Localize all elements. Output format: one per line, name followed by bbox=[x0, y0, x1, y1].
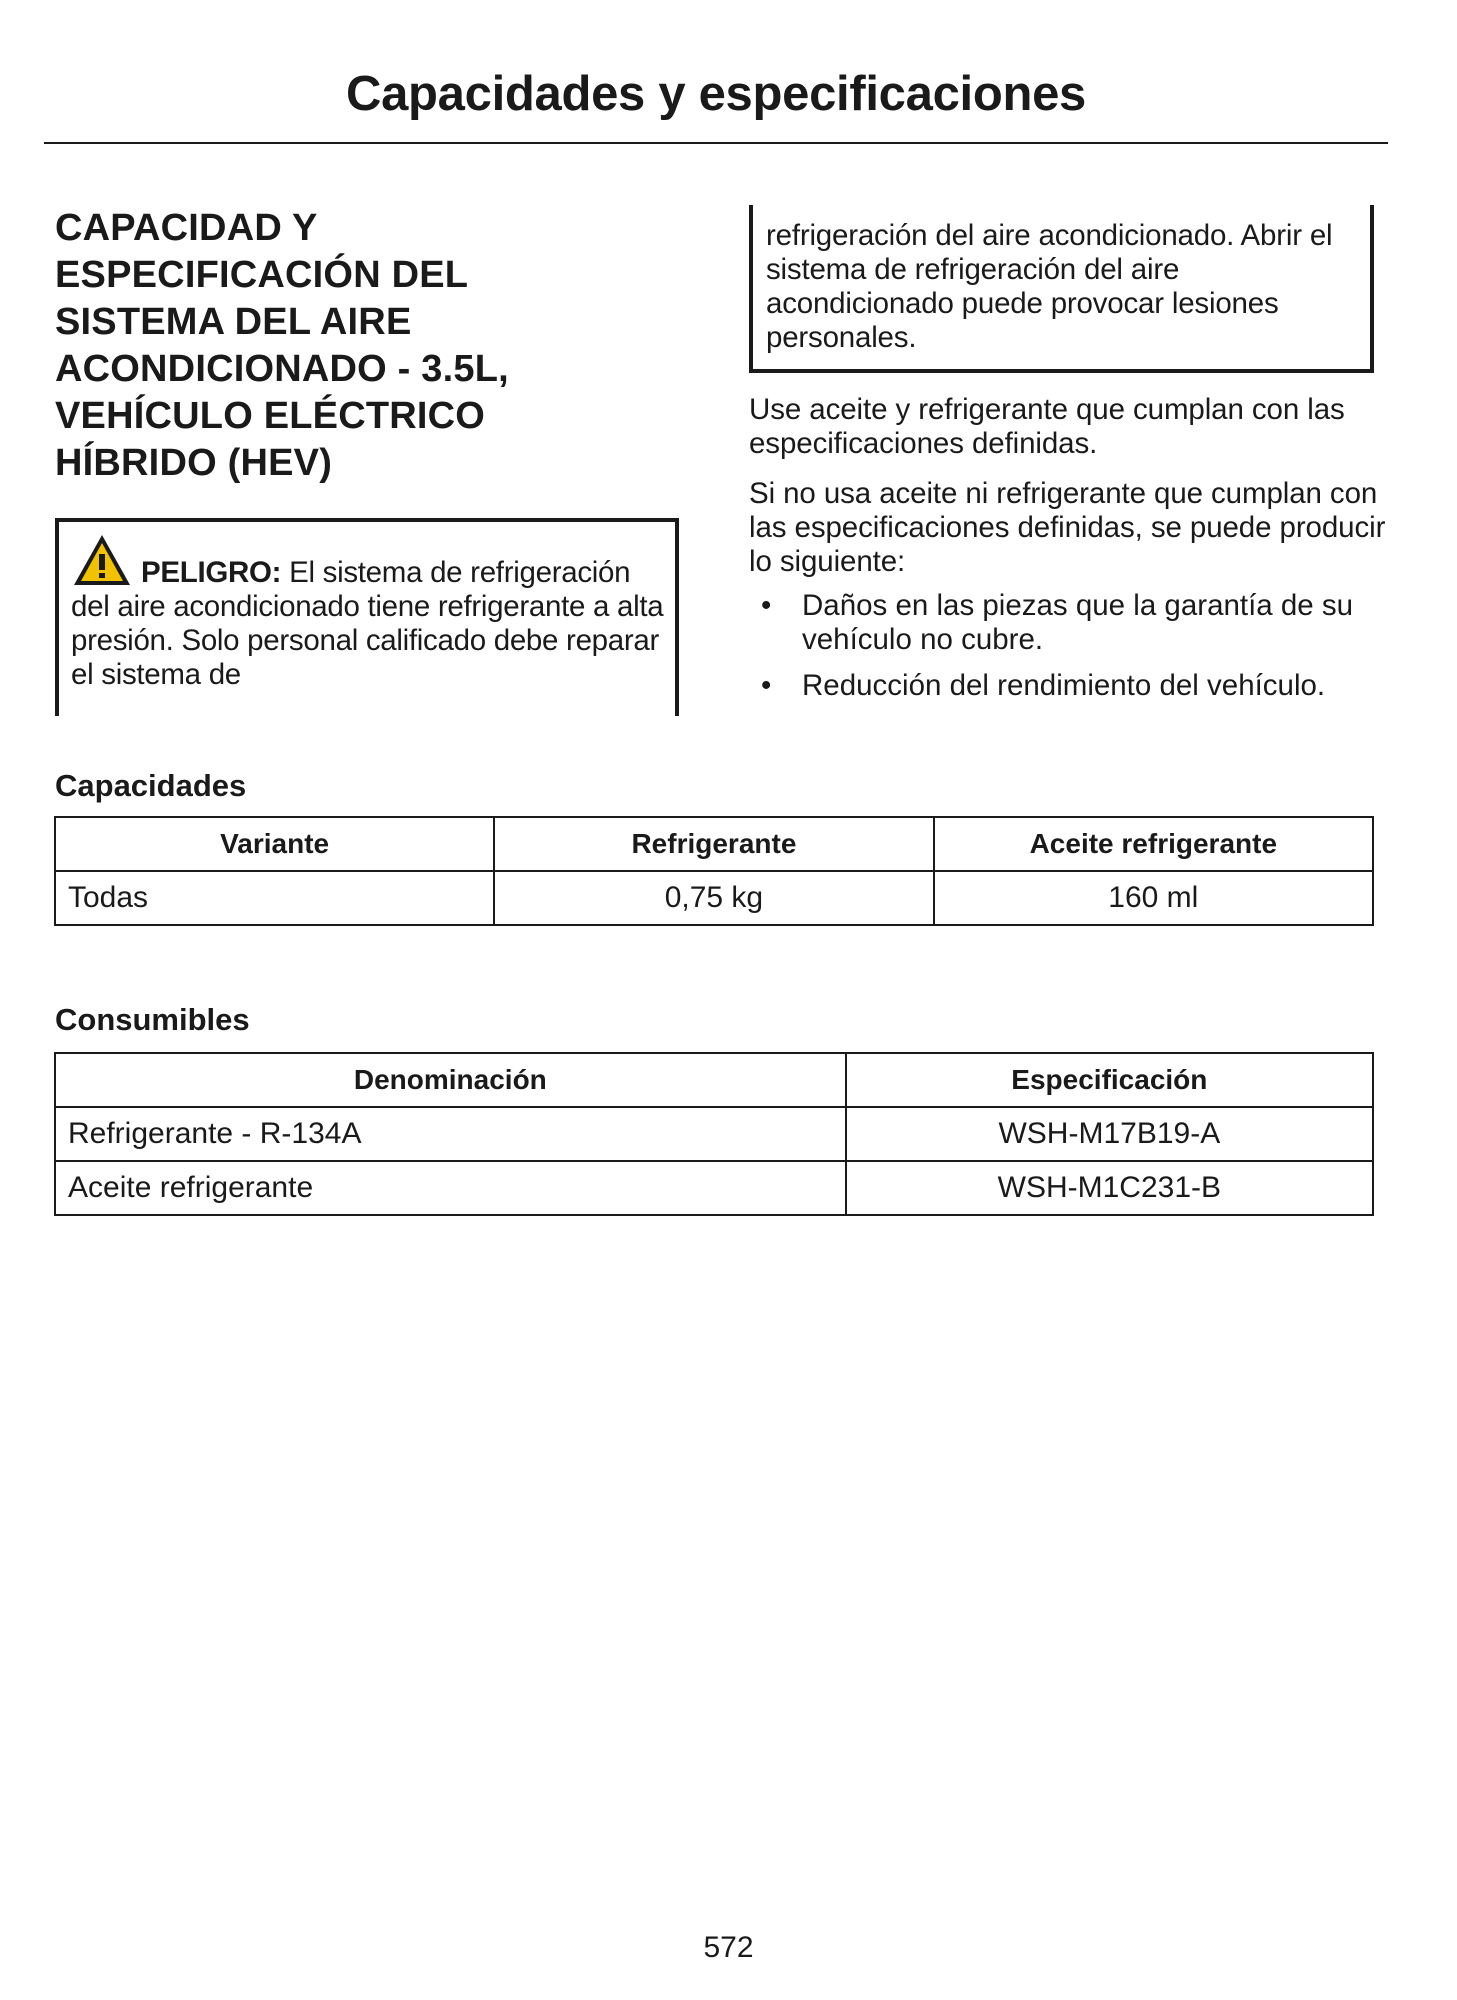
column-header: Aceite refrigerante bbox=[934, 817, 1373, 871]
table-cell: 0,75 kg bbox=[494, 871, 933, 925]
table-cell: Aceite refrigerante bbox=[55, 1161, 846, 1215]
table-cell: WSH-M17B19-A bbox=[846, 1107, 1373, 1161]
paragraph: Use aceite y refrigerante que cumplan con las especificaciones definidas. bbox=[749, 393, 1345, 460]
page-header bbox=[44, 62, 1388, 144]
danger-body-part1: El sistema de refrigeración del aire acondicionado tiene refrigerante a alta presión. Solo personal calificado debe reparar el sistema de bbox=[71, 556, 664, 691]
section-title-line: CAPACIDAD Y bbox=[55, 207, 318, 249]
table-header-row bbox=[55, 817, 1373, 871]
table-row bbox=[55, 1107, 1373, 1161]
table-cell: 160 ml bbox=[934, 871, 1373, 925]
table-cell: Todas bbox=[55, 871, 494, 925]
table-row bbox=[55, 1161, 1373, 1215]
body-text bbox=[749, 393, 1389, 715]
table-header-row bbox=[55, 1053, 1373, 1107]
danger-label: PELIGRO: bbox=[141, 556, 282, 589]
list-item bbox=[749, 669, 1389, 703]
list-item-text: Daños en las piezas que la garantía de su vehículo no cubre. bbox=[802, 589, 1354, 656]
section-title-line: ESPECIFICACIÓN DEL bbox=[55, 254, 469, 296]
consumables-heading: Consumibles bbox=[55, 1002, 250, 1037]
section-title-block bbox=[55, 205, 680, 487]
column-header: Refrigerante bbox=[494, 817, 933, 871]
list-item-text: Reducción del rendimiento del vehículo. bbox=[802, 669, 1326, 702]
table-cell: WSH-M1C231-B bbox=[846, 1161, 1373, 1215]
paragraph: Si no usa aceite ni refrigerante que cumplan con las especificaciones definidas, se puede producir lo siguiente: bbox=[749, 477, 1386, 578]
bullet-list bbox=[749, 589, 1389, 703]
bullet-icon: • bbox=[761, 589, 772, 622]
page-number: 572 bbox=[703, 1931, 754, 1964]
capacities-heading: Capacidades bbox=[55, 768, 247, 803]
capacities-table bbox=[54, 816, 1374, 926]
bullet-icon: • bbox=[761, 669, 772, 702]
table-cell: Refrigerante - R-134A bbox=[55, 1107, 846, 1161]
column-header: Variante bbox=[55, 817, 494, 871]
warning-triangle-icon bbox=[71, 532, 133, 588]
page-title: Capacidades y especificaciones bbox=[346, 67, 1086, 121]
list-item bbox=[749, 589, 1389, 657]
section-title bbox=[55, 205, 680, 487]
danger-box-continued bbox=[749, 205, 1374, 373]
danger-body-part2: refrigeración del aire acondicionado. Abrir el sistema de refrigeración del aire acondicionado puede provocar lesiones personales. bbox=[766, 219, 1333, 354]
section-title-line: HÍBRIDO (HEV) bbox=[55, 442, 333, 484]
column-header: Denominación bbox=[55, 1053, 846, 1107]
column-header: Especificación bbox=[846, 1053, 1373, 1107]
section-title-line: VEHÍCULO ELÉCTRICO bbox=[55, 395, 486, 437]
section-title-line: SISTEMA DEL AIRE bbox=[55, 301, 412, 343]
table-row bbox=[55, 871, 1373, 925]
danger-box bbox=[55, 518, 679, 716]
consumables-table bbox=[54, 1052, 1374, 1216]
section-title-line: ACONDICIONADO - 3.5L, bbox=[55, 348, 509, 390]
danger-text bbox=[71, 532, 665, 692]
